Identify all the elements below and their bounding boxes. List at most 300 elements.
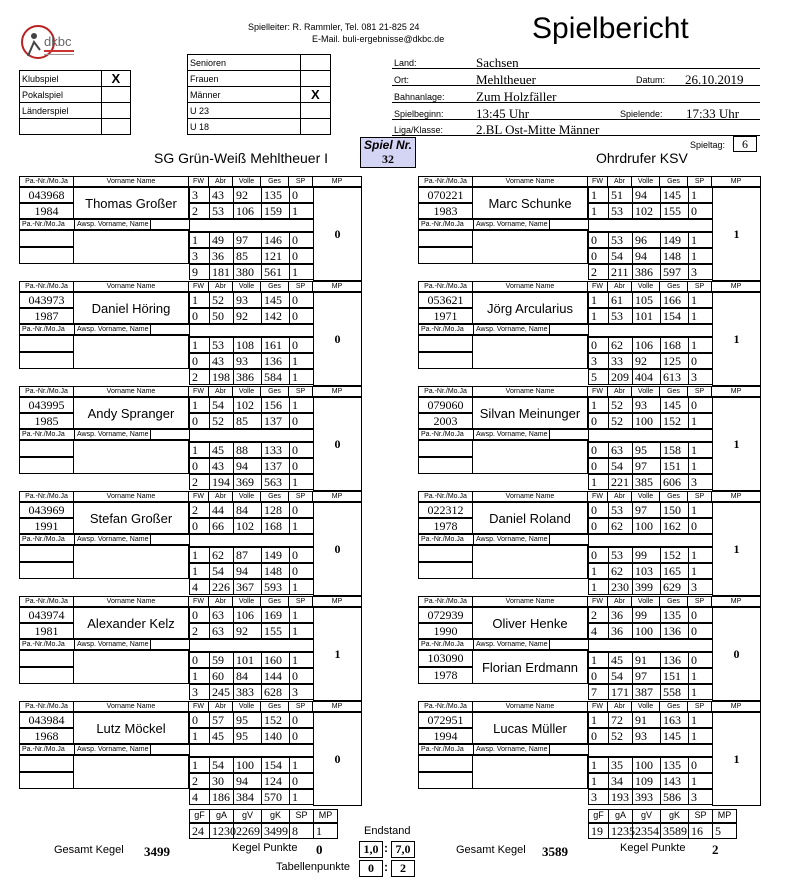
- score-fw: 2: [588, 264, 609, 280]
- player-year: 1984: [19, 203, 74, 219]
- score-sp: 1: [289, 579, 314, 595]
- sub-col-name: Awsp. Vorname, Name: [474, 430, 550, 439]
- col-sp: SP: [289, 492, 313, 501]
- player-year: 1985: [19, 413, 74, 429]
- score-volle: 103: [632, 563, 661, 579]
- score-abr: 52: [608, 413, 633, 429]
- score-sp: 1: [289, 397, 314, 413]
- score-volle: 85: [233, 413, 262, 429]
- total-header: gF: [588, 809, 609, 823]
- game-type-label: Länderspiel: [20, 103, 102, 119]
- score-abr: 198: [209, 369, 234, 385]
- score-fw: 1: [189, 728, 210, 744]
- class-mark: [300, 119, 330, 135]
- match-points: 1: [712, 187, 761, 281]
- score-volle: 85: [233, 248, 262, 264]
- score-gap: [588, 219, 713, 232]
- score-abr: 62: [608, 563, 633, 579]
- score-gap: [189, 429, 314, 442]
- score-fw: 0: [588, 232, 609, 248]
- col-panr: Pa.-Nr./Mo.Ja: [419, 177, 473, 186]
- player-name: Lutz Möckel: [73, 712, 189, 744]
- score-ges: 156: [261, 397, 290, 413]
- score-sp: 0: [289, 728, 314, 744]
- score-volle: 99: [632, 607, 661, 623]
- score-ges: 136: [261, 353, 290, 369]
- class-table: [187, 54, 331, 135]
- score-sp: 1: [688, 442, 713, 458]
- score-fw: 7: [588, 684, 609, 700]
- col-volle: Volle: [233, 597, 261, 606]
- score-sp: 0: [289, 308, 314, 324]
- substitute-year-empty: [418, 352, 473, 369]
- col-abr: Abr: [209, 282, 233, 291]
- player-name: Andy Spranger: [73, 397, 189, 429]
- col-sp: SP: [289, 702, 313, 711]
- score-fw: 0: [588, 668, 609, 684]
- tp-colon: :: [384, 860, 388, 874]
- score-fw: 0: [588, 442, 609, 458]
- score-fw: 3: [189, 684, 210, 700]
- col-fw: FW: [588, 282, 608, 291]
- score-fw: 1: [588, 757, 609, 773]
- score-ges: 137: [261, 458, 290, 474]
- class-mark: [300, 55, 330, 71]
- score-left: 1,0: [359, 841, 383, 858]
- score-abr: 62: [209, 547, 234, 563]
- column-header-row: [19, 701, 362, 712]
- score-gap: [588, 324, 713, 337]
- col-fw: FW: [189, 492, 209, 501]
- total-value: 1230: [209, 823, 234, 839]
- score-volle: 92: [233, 187, 262, 203]
- score-ges: 144: [261, 668, 290, 684]
- score-abr: 194: [209, 474, 234, 490]
- substitute-year-empty: [19, 247, 74, 264]
- class-label: U 18: [188, 119, 301, 135]
- col-volle: Volle: [632, 387, 660, 396]
- sub-col-name: Awsp. Vorname, Name: [474, 220, 550, 229]
- class-label: Frauen: [188, 71, 301, 87]
- score-sp: 0: [289, 442, 314, 458]
- score-ges: 145: [660, 397, 689, 413]
- score-ges: 154: [261, 757, 290, 773]
- score-fw: 0: [189, 518, 210, 534]
- player-id: 070221: [418, 187, 473, 203]
- score-fw: 1: [189, 757, 210, 773]
- column-header-row: [19, 596, 362, 607]
- score-fw: 1: [189, 292, 210, 308]
- score-fw: 3: [588, 789, 609, 805]
- score-sp: 1: [688, 248, 713, 264]
- sub-col-panr: Pa.-Nr./Mo.Ja: [419, 535, 474, 544]
- score-ges: 155: [261, 623, 290, 639]
- bahn-label: Bahnanlage:: [394, 92, 445, 102]
- col-panr: Pa.-Nr./Mo.Ja: [20, 492, 74, 501]
- player-year: 1991: [19, 518, 74, 534]
- score-volle: 93: [632, 397, 661, 413]
- score-volle: 101: [233, 652, 262, 668]
- score-fw: 3: [189, 187, 210, 203]
- score-gap: [189, 639, 314, 652]
- score-ges: 125: [660, 353, 689, 369]
- game-type-mark: [101, 119, 130, 135]
- home-gesamt-label: Gesamt Kegel: [54, 844, 124, 856]
- substitute-header: [19, 324, 190, 335]
- col-abr: Abr: [209, 387, 233, 396]
- score-volle: 100: [632, 518, 661, 534]
- col-volle: Volle: [632, 177, 660, 186]
- score-fw: 2: [189, 773, 210, 789]
- score-ges: 146: [261, 232, 290, 248]
- col-panr: Pa.-Nr./Mo.Ja: [20, 177, 74, 186]
- score-fw: 0: [588, 248, 609, 264]
- player-year: 1990: [418, 623, 473, 639]
- away-kp-value: 2: [712, 842, 719, 857]
- substitute-header: [418, 429, 589, 440]
- sub-col-panr: Pa.-Nr./Mo.Ja: [419, 325, 474, 334]
- col-name: Vorname Name: [74, 282, 189, 291]
- player-id: 043995: [19, 397, 74, 413]
- col-abr: Abr: [608, 702, 632, 711]
- score-fw: 0: [588, 413, 609, 429]
- col-ges: Ges: [261, 597, 289, 606]
- score-abr: 54: [608, 668, 633, 684]
- substitute-id-empty: [19, 545, 74, 562]
- player-year: 2003: [418, 413, 473, 429]
- score-abr: 53: [608, 203, 633, 219]
- col-panr: Pa.-Nr./Mo.Ja: [419, 702, 473, 711]
- score-abr: 53: [608, 547, 633, 563]
- substitute-name-empty: [472, 755, 588, 789]
- col-ges: Ges: [660, 702, 688, 711]
- ort-value: Mehltheuer: [476, 72, 536, 87]
- total-header: gF: [189, 809, 210, 823]
- score-right: 7,0: [391, 841, 415, 858]
- tp-left: 0: [359, 860, 383, 877]
- score-ges: 158: [660, 442, 689, 458]
- score-sp: 0: [688, 607, 713, 623]
- total-header: gK: [660, 809, 689, 823]
- score-ges: 151: [660, 668, 689, 684]
- score-ges: 606: [660, 474, 689, 490]
- col-mp: MP: [331, 493, 343, 500]
- score-fw: 2: [189, 369, 210, 385]
- score-volle: 97: [632, 458, 661, 474]
- col-name: Vorname Name: [473, 597, 588, 606]
- col-abr: Abr: [209, 597, 233, 606]
- score-fw: 1: [189, 547, 210, 563]
- col-ges: Ges: [660, 177, 688, 186]
- player-name: Marc Schunke: [472, 187, 588, 219]
- score-abr: 57: [209, 712, 234, 728]
- score-ges: 136: [660, 652, 689, 668]
- col-sp: SP: [688, 282, 712, 291]
- ende-label: Spielende:: [620, 109, 663, 119]
- score-sp: 0: [289, 458, 314, 474]
- score-gap: [189, 744, 314, 757]
- score-volle: 100: [632, 623, 661, 639]
- substitute-year-empty: [418, 562, 473, 579]
- score-volle: 387: [632, 684, 661, 700]
- score-ges: 613: [660, 369, 689, 385]
- col-panr: Pa.-Nr./Mo.Ja: [419, 387, 473, 396]
- score-volle: 84: [233, 502, 262, 518]
- col-abr: Abr: [209, 177, 233, 186]
- col-fw: FW: [189, 597, 209, 606]
- score-ges: 145: [261, 292, 290, 308]
- score-fw: 3: [189, 248, 210, 264]
- substitute-header: [19, 639, 190, 650]
- score-abr: 51: [608, 187, 633, 203]
- substitute-year-empty: [19, 667, 74, 684]
- substitute-name-empty: [472, 230, 588, 264]
- column-header-row: [418, 701, 761, 712]
- score-sp: 1: [688, 773, 713, 789]
- score-abr: 171: [608, 684, 633, 700]
- substitute-header: [418, 534, 589, 545]
- score-fw: 0: [189, 413, 210, 429]
- score-ges: 558: [660, 684, 689, 700]
- score-volle: 95: [233, 728, 262, 744]
- score-ges: 151: [660, 458, 689, 474]
- column-header-row: [418, 281, 761, 292]
- score-ges: 149: [261, 547, 290, 563]
- score-sp: 1: [289, 652, 314, 668]
- score-volle: 367: [233, 579, 262, 595]
- match-points: 0: [313, 292, 362, 386]
- player-name: Lucas Müller: [472, 712, 588, 744]
- score-abr: 63: [608, 442, 633, 458]
- score-abr: 33: [608, 353, 633, 369]
- score-abr: 62: [608, 518, 633, 534]
- col-name: Vorname Name: [473, 387, 588, 396]
- total-value: 3499: [261, 823, 290, 839]
- sub-col-panr: Pa.-Nr./Mo.Ja: [419, 640, 474, 649]
- score-sp: 1: [688, 502, 713, 518]
- substitute-id-empty: [418, 230, 473, 247]
- score-sp: 1: [688, 292, 713, 308]
- score-ges: 593: [261, 579, 290, 595]
- col-mp: MP: [730, 703, 742, 710]
- score-sp: 1: [688, 308, 713, 324]
- score-sp: 1: [289, 264, 314, 280]
- score-abr: 62: [608, 337, 633, 353]
- game-type-table: [19, 70, 131, 135]
- score-fw: 1: [189, 668, 210, 684]
- sub-col-panr: Pa.-Nr./Mo.Ja: [20, 640, 75, 649]
- score-volle: 96: [632, 232, 661, 248]
- score-sp: 1: [688, 547, 713, 563]
- score-volle: 94: [233, 773, 262, 789]
- score-abr: 59: [209, 652, 234, 668]
- score-volle: 100: [632, 757, 661, 773]
- column-header-row: [19, 281, 362, 292]
- score-volle: 380: [233, 264, 262, 280]
- score-sp: 0: [688, 652, 713, 668]
- col-mp: MP: [730, 178, 742, 185]
- score-gap: [588, 534, 713, 547]
- score-sp: 0: [289, 563, 314, 579]
- score-colon: :: [384, 841, 388, 855]
- score-fw: 1: [189, 563, 210, 579]
- score-abr: 193: [608, 789, 633, 805]
- col-volle: Volle: [233, 702, 261, 711]
- score-fw: 0: [189, 607, 210, 623]
- col-sp: SP: [688, 177, 712, 186]
- col-volle: Volle: [233, 282, 261, 291]
- substitute-header: [418, 639, 589, 650]
- score-abr: 34: [608, 773, 633, 789]
- score-sp: 1: [289, 369, 314, 385]
- col-sp: SP: [289, 282, 313, 291]
- score-abr: 43: [209, 187, 234, 203]
- land-label: Land:: [394, 58, 417, 68]
- score-gap: [189, 324, 314, 337]
- substitute-year: 1978: [418, 667, 473, 684]
- score-sp: 1: [289, 623, 314, 639]
- col-panr: Pa.-Nr./Mo.Ja: [419, 597, 473, 606]
- home-kp-value: 0: [316, 842, 323, 857]
- email-info: E-Mail. buli-ergebnisse@dkbc.de: [312, 34, 445, 44]
- score-ges: 163: [660, 712, 689, 728]
- beginn-value: 13:45 Uhr: [476, 106, 530, 121]
- player-year: 1968: [19, 728, 74, 744]
- score-ges: 563: [261, 474, 290, 490]
- column-header-row: [418, 491, 761, 502]
- score-fw: 0: [588, 337, 609, 353]
- score-abr: 72: [608, 712, 633, 728]
- sub-col-name: Awsp. Vorname, Name: [474, 325, 550, 334]
- score-ges: 168: [261, 518, 290, 534]
- col-name: Vorname Name: [74, 597, 189, 606]
- substitute-header: [19, 219, 190, 230]
- score-fw: 5: [588, 369, 609, 385]
- score-sp: 0: [289, 502, 314, 518]
- class-label: Senioren: [188, 55, 301, 71]
- match-points: 0: [313, 187, 362, 281]
- score-abr: 52: [608, 397, 633, 413]
- col-ges: Ges: [261, 387, 289, 396]
- score-ges: 136: [660, 623, 689, 639]
- score-sp: 3: [289, 684, 314, 700]
- substitute-header: [19, 534, 190, 545]
- score-gap: [588, 429, 713, 442]
- score-fw: 1: [588, 397, 609, 413]
- score-fw: 0: [189, 353, 210, 369]
- score-sp: 3: [688, 579, 713, 595]
- match-points: 0: [712, 607, 761, 701]
- score-sp: 3: [688, 264, 713, 280]
- score-volle: 100: [632, 413, 661, 429]
- home-kp-label: Kegel Punkte: [232, 842, 298, 854]
- tp-right: 2: [391, 860, 415, 877]
- col-fw: FW: [189, 177, 209, 186]
- score-abr: 36: [209, 248, 234, 264]
- total-value: 19: [588, 823, 609, 839]
- sub-col-name: Awsp. Vorname, Name: [75, 640, 151, 649]
- col-name: Vorname Name: [74, 177, 189, 186]
- score-sp: 1: [289, 353, 314, 369]
- col-mp: MP: [730, 388, 742, 395]
- score-ges: 135: [261, 187, 290, 203]
- substitute-name-empty: [472, 545, 588, 579]
- score-ges: 628: [261, 684, 290, 700]
- sub-col-panr: Pa.-Nr./Mo.Ja: [419, 220, 474, 229]
- score-fw: 0: [189, 712, 210, 728]
- ende-value: 17:33 Uhr: [686, 106, 740, 121]
- substitute-id-empty: [19, 755, 74, 772]
- score-volle: 91: [632, 712, 661, 728]
- spiel-nr-box: [360, 137, 416, 168]
- total-value: 16: [688, 823, 713, 839]
- substitute-id-empty: [418, 755, 473, 772]
- game-type-label: Klubspiel: [20, 71, 102, 87]
- spieltag-value: 6: [733, 136, 757, 152]
- class-mark: X: [300, 87, 330, 103]
- land-value: Sachsen: [476, 55, 519, 70]
- score-sp: 3: [688, 369, 713, 385]
- sub-col-name: Awsp. Vorname, Name: [75, 535, 151, 544]
- total-header: gA: [209, 809, 234, 823]
- score-volle: 399: [632, 579, 661, 595]
- player-year: 1987: [19, 308, 74, 324]
- col-ges: Ges: [261, 282, 289, 291]
- score-abr: 53: [608, 232, 633, 248]
- score-abr: 211: [608, 264, 633, 280]
- col-abr: Abr: [608, 492, 632, 501]
- score-sp: 1: [688, 187, 713, 203]
- score-volle: 87: [233, 547, 262, 563]
- score-volle: 94: [632, 248, 661, 264]
- score-fw: 2: [189, 474, 210, 490]
- score-abr: 45: [209, 728, 234, 744]
- col-abr: Abr: [209, 702, 233, 711]
- match-points: 0: [313, 397, 362, 491]
- col-sp: SP: [688, 492, 712, 501]
- away-gesamt-value: 3589: [542, 844, 568, 859]
- col-ges: Ges: [660, 597, 688, 606]
- score-volle: 106: [233, 203, 262, 219]
- score-fw: 1: [588, 773, 609, 789]
- score-fw: 1: [189, 337, 210, 353]
- total-value: 2269: [233, 823, 262, 839]
- score-sp: 0: [688, 203, 713, 219]
- score-abr: 54: [608, 458, 633, 474]
- total-value: 1: [313, 823, 338, 839]
- score-sp: 0: [289, 337, 314, 353]
- score-abr: 226: [209, 579, 234, 595]
- player-name: Stefan Großer: [73, 502, 189, 534]
- page-title: Spielbericht: [532, 12, 689, 45]
- substitute-name-empty: [73, 230, 189, 264]
- score-fw: 1: [588, 308, 609, 324]
- score-abr: 53: [209, 337, 234, 353]
- total-value: 2354: [632, 823, 661, 839]
- score-ges: 155: [660, 203, 689, 219]
- score-volle: 102: [233, 397, 262, 413]
- score-sp: 0: [289, 668, 314, 684]
- score-gap: [189, 534, 314, 547]
- score-ges: 165: [660, 563, 689, 579]
- col-name: Vorname Name: [74, 387, 189, 396]
- score-volle: 105: [632, 292, 661, 308]
- score-gap: [189, 219, 314, 232]
- col-volle: Volle: [233, 492, 261, 501]
- col-fw: FW: [189, 387, 209, 396]
- score-ges: 159: [261, 203, 290, 219]
- col-mp: MP: [331, 598, 343, 605]
